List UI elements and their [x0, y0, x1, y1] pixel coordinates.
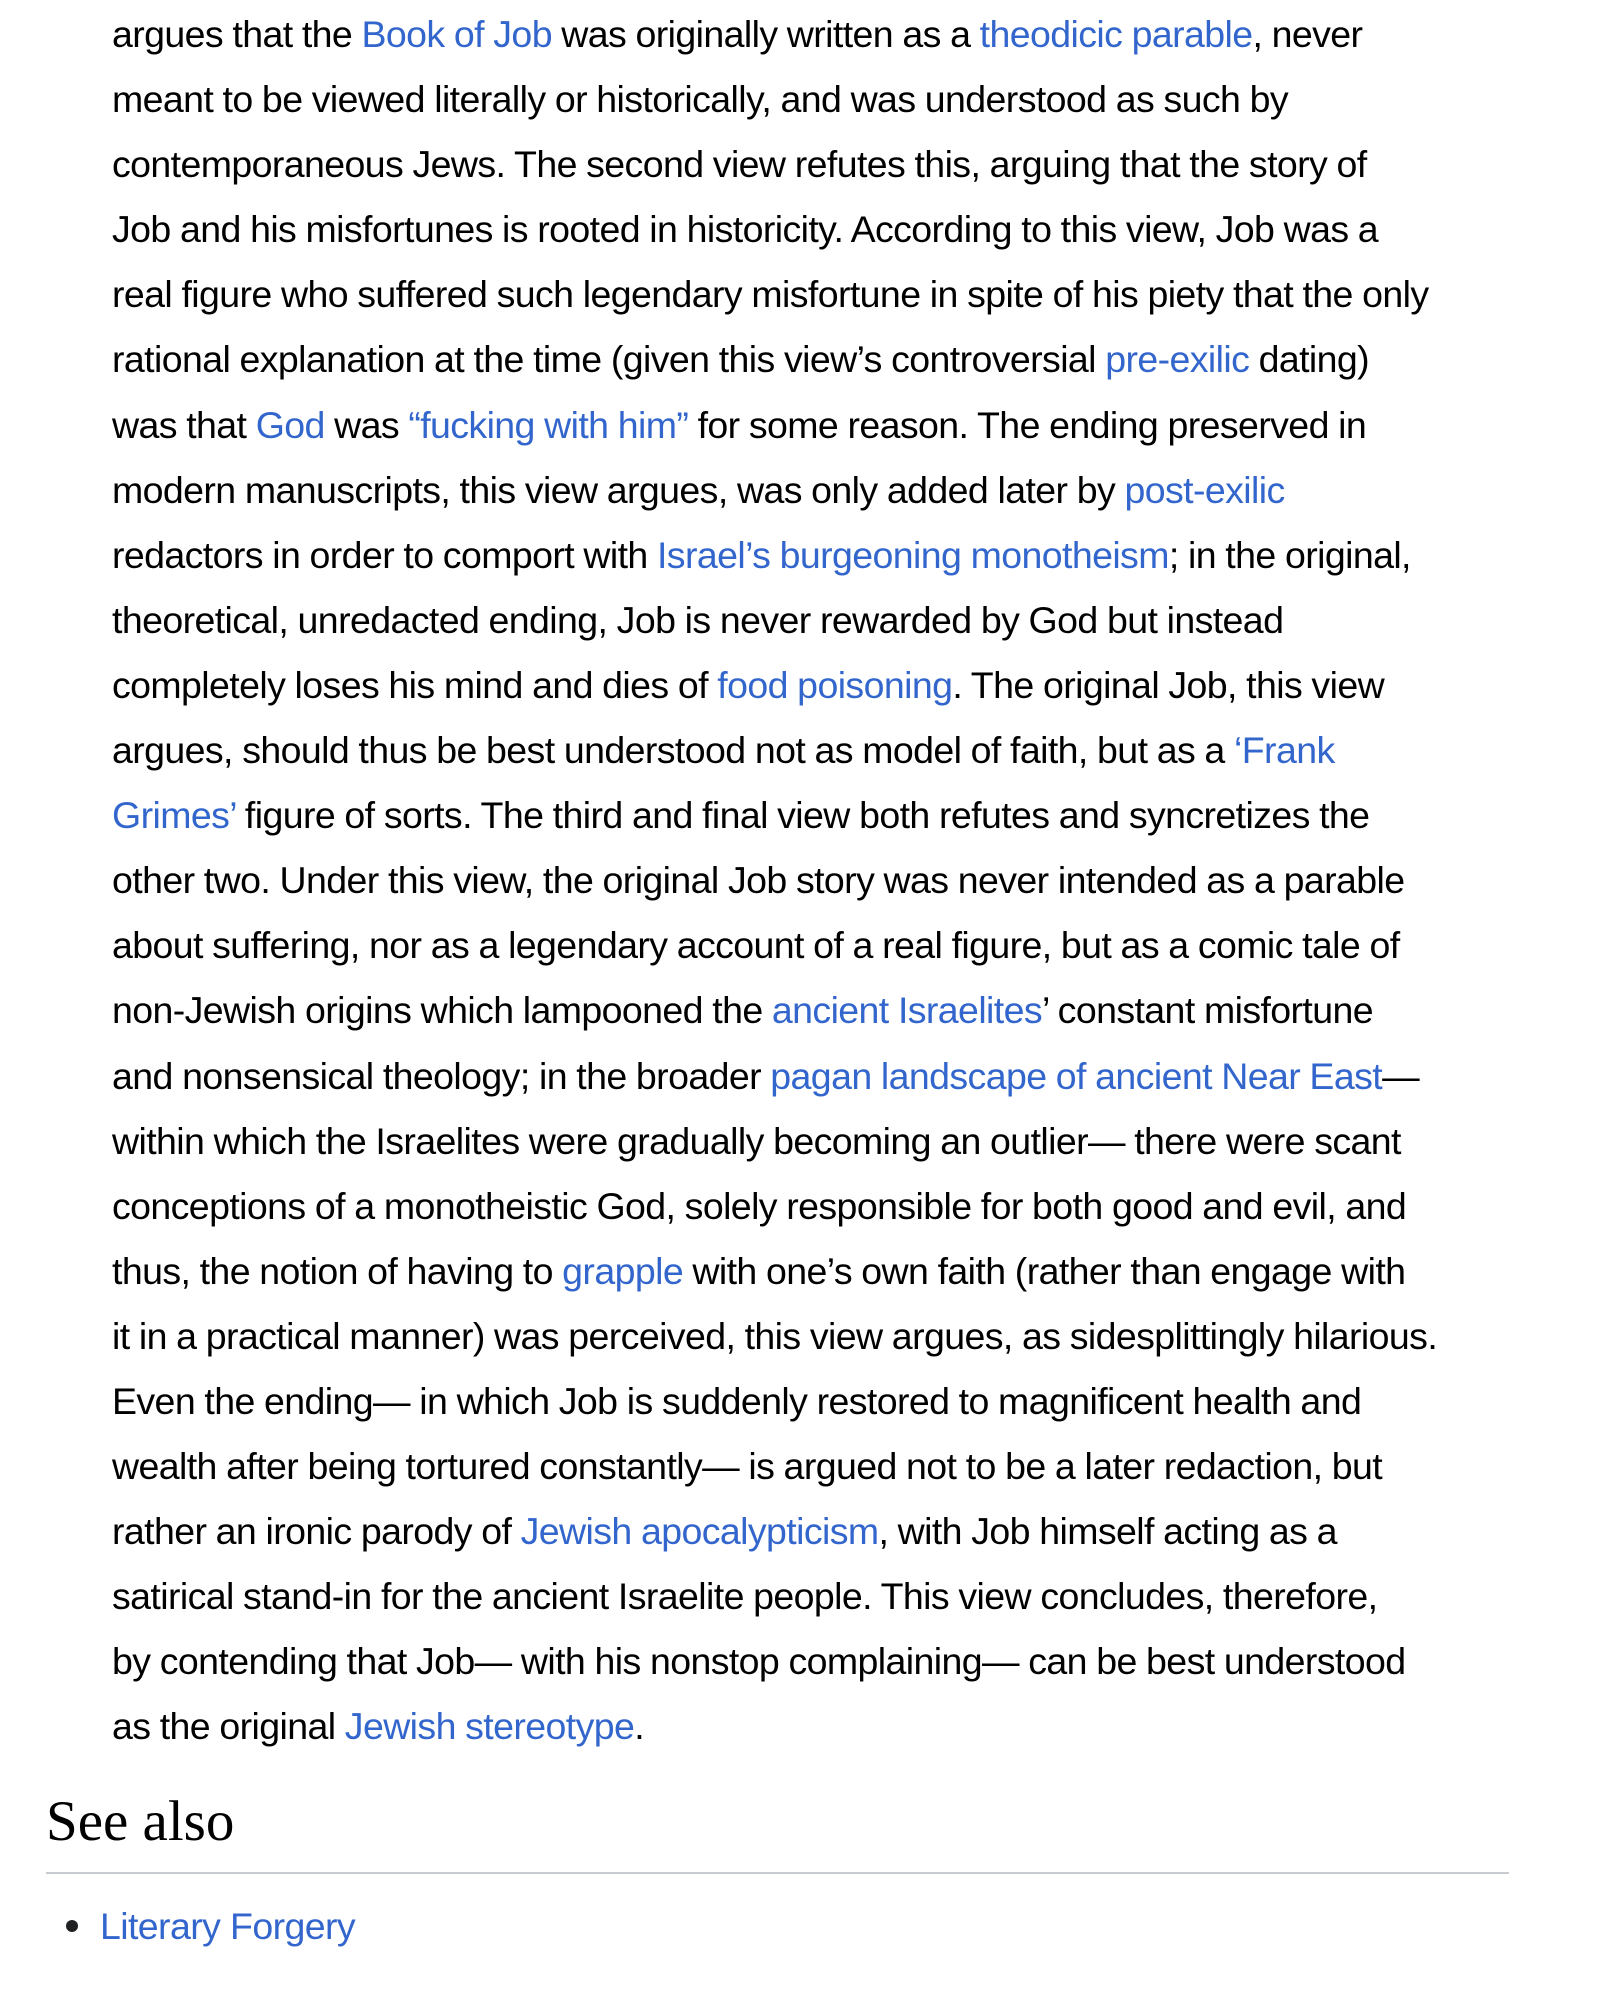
article-body	[112, 2, 1592, 1760]
text-run: , never	[1252, 13, 1363, 55]
link-food-poisoning[interactable]: food poisoning	[717, 663, 953, 706]
text-run: it in a practical manner) was perceived, this view argues, as sidesplittingly hilarious.	[112, 1314, 1438, 1357]
text-line	[112, 523, 1592, 588]
text-run: within which the Israelites were gradually becoming an outlier— there were scant	[112, 1119, 1401, 1162]
text-run: , with Job himself acting as a	[878, 1510, 1337, 1553]
text-line	[112, 588, 1592, 653]
text-run: completely loses his mind and dies of	[112, 663, 718, 706]
text-line	[112, 978, 1592, 1043]
text-run: thus, the notion of having to	[112, 1249, 563, 1292]
text-line	[112, 1174, 1592, 1239]
text-line	[112, 197, 1592, 262]
text-line	[112, 1629, 1592, 1694]
text-run: theoretical, unredacted ending, Job is never rewarded by God but instead	[112, 598, 1284, 641]
text-run: Even the ending— in which Job is suddenly restored to magnificent health and	[112, 1379, 1362, 1422]
text-line	[112, 458, 1592, 523]
link-post-exilic[interactable]: post-exilic	[1124, 468, 1285, 511]
link-ancient-israelites[interactable]: ancient Israelites	[771, 989, 1043, 1032]
text-line	[112, 1369, 1592, 1434]
text-line	[112, 393, 1592, 458]
text-run: was originally written as a	[551, 13, 980, 55]
text-line	[112, 1304, 1592, 1369]
link-fucking-with-him[interactable]: “fucking with him”	[408, 403, 689, 446]
link-grapple[interactable]: grapple	[562, 1249, 684, 1292]
link-frank[interactable]: ‘Frank	[1234, 729, 1335, 772]
text-run: contemporaneous Jews. The second view refutes this, arguing that the story of	[112, 143, 1367, 186]
link-pre-exilic[interactable]: pre-exilic	[1105, 338, 1250, 381]
text-run: —	[1382, 1054, 1419, 1097]
text-line	[112, 1239, 1592, 1304]
text-line	[112, 653, 1592, 718]
text-run: argues, should thus be best understood not as model of faith, but as a	[112, 729, 1235, 772]
text-line	[112, 718, 1592, 783]
text-line	[112, 132, 1592, 197]
section-heading-see-also: See also	[46, 1790, 235, 1853]
see-also-list	[66, 1902, 355, 1950]
text-line	[112, 67, 1592, 132]
text-run: and nonsensical theology; in the broader	[112, 1054, 771, 1097]
text-run: by contending that Job— with his nonstop complaining— can be best understood	[112, 1640, 1406, 1683]
text-run: redactors in order to comport with	[112, 533, 657, 576]
list-item	[66, 1902, 355, 1950]
link-grimes[interactable]: Grimes’	[112, 794, 236, 837]
text-line	[112, 2, 1592, 67]
link-jewish-apocalypticism[interactable]: Jewish apocalypticism	[520, 1510, 879, 1553]
text-run: rather an ironic parody of	[112, 1510, 521, 1553]
text-run: as the original	[112, 1705, 345, 1748]
text-run: other two. Under this view, the original Job story was never intended as a parable	[112, 859, 1405, 902]
link-jewish-stereotype[interactable]: Jewish stereotype	[344, 1705, 635, 1748]
bullet-icon	[66, 1920, 78, 1932]
text-run: meant to be viewed literally or historically, and was understood as such by	[112, 78, 1289, 121]
text-run: ; in the original,	[1168, 533, 1411, 576]
text-line	[112, 1499, 1592, 1564]
text-run: satirical stand-in for the ancient Israelite people. This view concludes, therefore,	[112, 1575, 1378, 1618]
text-run: argues that the	[112, 13, 362, 55]
text-line	[112, 1694, 1592, 1759]
text-line	[112, 1434, 1592, 1499]
text-run: modern manuscripts, this view argues, was only added later by	[112, 468, 1125, 511]
text-run: for some reason. The ending preserved in	[688, 403, 1367, 446]
text-run: real figure who suffered such legendary misfortune in spite of his piety that the only	[112, 273, 1429, 316]
text-run: dating)	[1249, 338, 1370, 381]
text-run: conceptions of a monotheistic God, solely responsible for both good and evil, and	[112, 1184, 1407, 1227]
text-run: Job and his misfortunes is rooted in historicity. According to this view, Job was a	[112, 208, 1379, 251]
text-run: .	[634, 1705, 645, 1748]
text-line	[112, 1564, 1592, 1629]
text-line	[112, 327, 1592, 392]
text-line	[112, 913, 1592, 978]
text-run: with one’s own faith (rather than engage with	[683, 1249, 1406, 1292]
text-line	[112, 1044, 1592, 1109]
heading-divider	[46, 1872, 1509, 1874]
text-run: . The original Job, this view	[952, 663, 1385, 706]
text-run: ’ constant misfortune	[1042, 989, 1374, 1032]
text-line	[112, 262, 1592, 327]
text-line	[112, 1109, 1592, 1174]
text-run: was that	[112, 403, 256, 446]
text-line	[112, 848, 1592, 913]
link-god[interactable]: God	[255, 403, 325, 446]
text-run: about suffering, nor as a legendary account of a real figure, but as a comic tale of	[112, 924, 1400, 967]
text-run: was	[324, 403, 409, 446]
text-line	[112, 783, 1592, 848]
link-israel-s-burgeoning-monotheism[interactable]: Israel’s burgeoning monotheism	[656, 533, 1169, 576]
link-theodicic-parable[interactable]: theodicic parable	[979, 13, 1253, 55]
text-run: rational explanation at the time (given this view’s controversial	[112, 338, 1106, 381]
link-literary-forgery[interactable]: Literary Forgery	[100, 1905, 356, 1947]
link-book-of-job[interactable]: Book of Job	[361, 13, 552, 55]
text-run: figure of sorts. The third and final view both refutes and syncretizes the	[235, 794, 1370, 837]
text-run: non-Jewish origins which lampooned the	[112, 989, 772, 1032]
text-run: wealth after being tortured constantly— is argued not to be a later redaction, but	[112, 1445, 1383, 1488]
link-pagan-landscape-of-ancient-near-east[interactable]: pagan landscape of ancient Near East	[770, 1054, 1383, 1097]
